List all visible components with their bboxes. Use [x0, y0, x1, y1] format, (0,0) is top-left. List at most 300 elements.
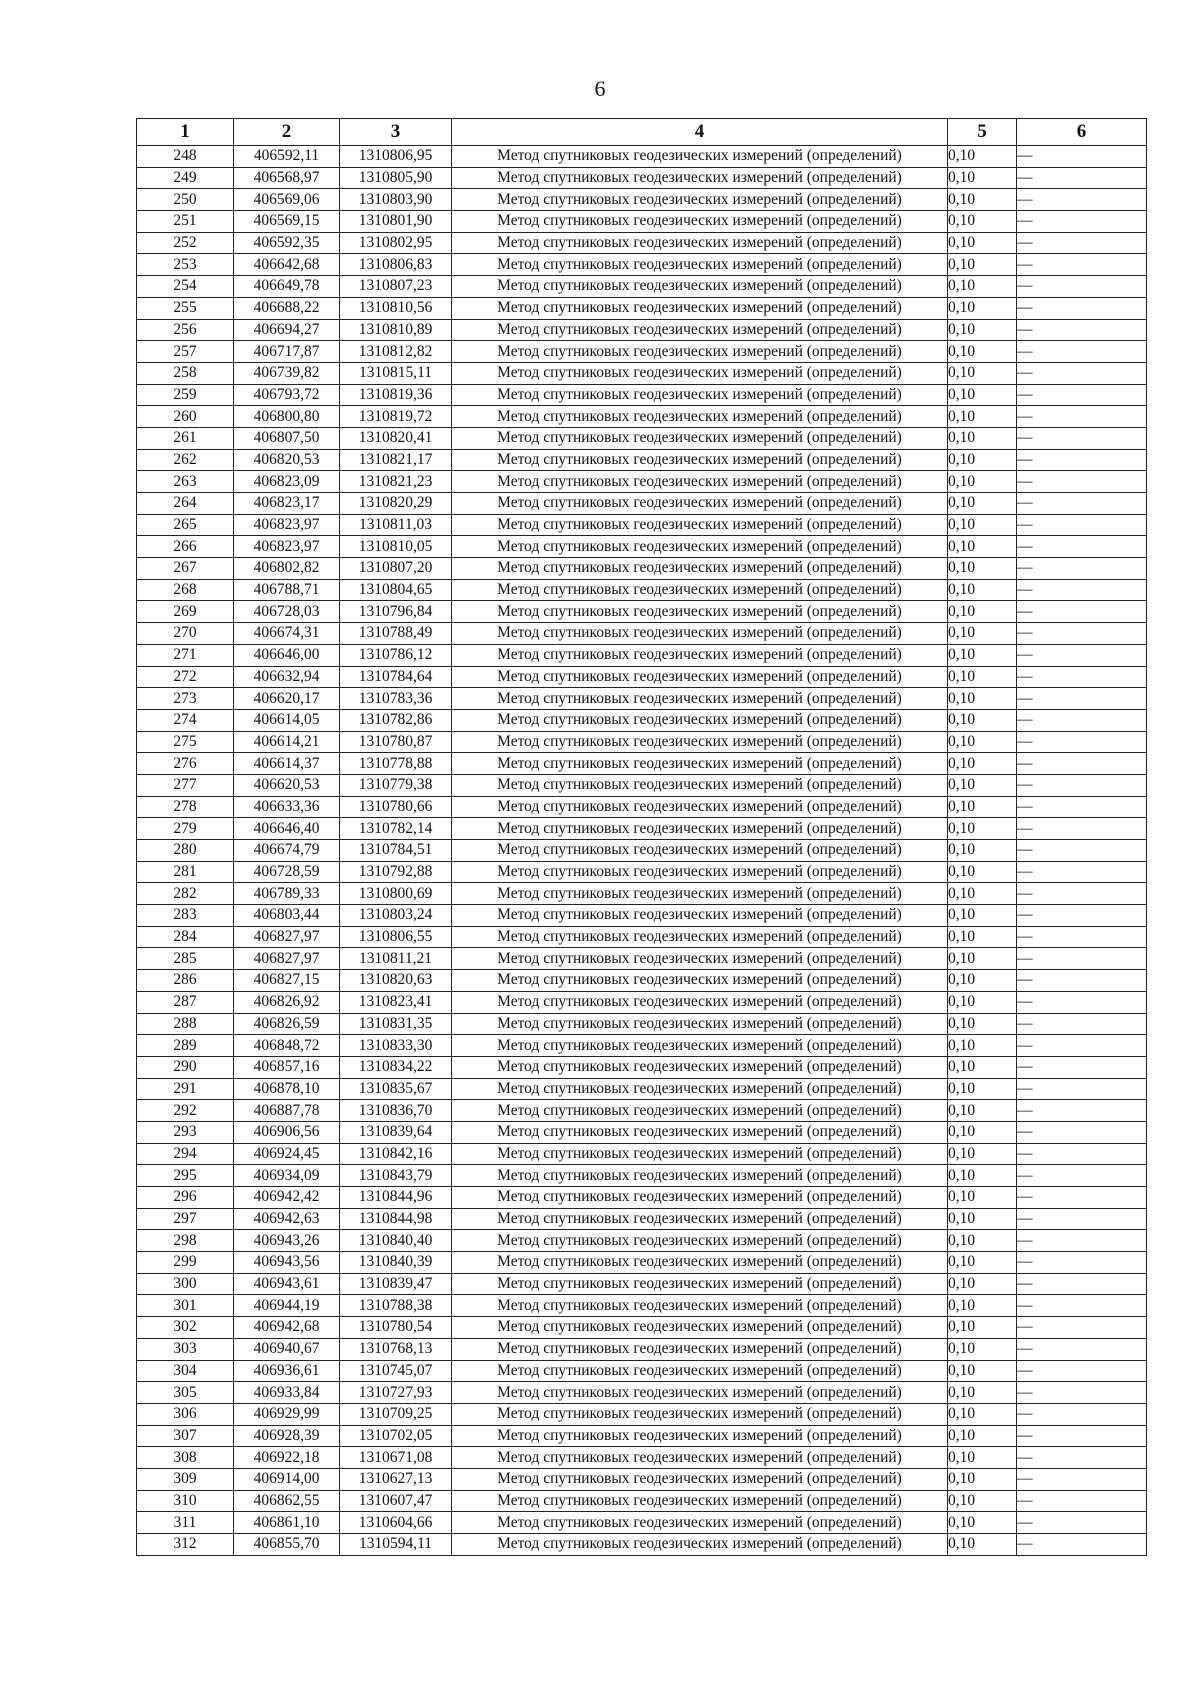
note-cell: —: [1017, 948, 1147, 970]
y-coordinate-cell: 1310807,23: [340, 276, 452, 298]
y-coordinate-cell: 1310594,11: [340, 1534, 452, 1556]
table-row: [137, 731, 1147, 753]
note-cell: —: [1017, 1512, 1147, 1534]
note-cell: —: [1017, 362, 1147, 384]
method-cell: Метод спутниковых геодезических измерений (определений): [452, 1338, 948, 1360]
x-coordinate-cell: 406827,97: [234, 948, 340, 970]
method-cell: Метод спутниковых геодезических измерений (определений): [452, 1100, 948, 1122]
y-coordinate-cell: 1310840,40: [340, 1230, 452, 1252]
note-cell: —: [1017, 449, 1147, 471]
note-cell: —: [1017, 1252, 1147, 1274]
method-cell: Метод спутниковых геодезических измерений (определений): [452, 1403, 948, 1425]
column-header-6: 6: [1017, 119, 1147, 146]
y-coordinate-cell: 1310805,90: [340, 167, 452, 189]
method-cell: Метод спутниковых геодезических измерений (определений): [452, 558, 948, 580]
table-row: [137, 1512, 1147, 1534]
accuracy-cell: 0,10: [948, 1230, 1017, 1252]
y-coordinate-cell: 1310709,25: [340, 1403, 452, 1425]
y-coordinate-cell: 1310836,70: [340, 1100, 452, 1122]
x-coordinate-cell: 406943,56: [234, 1252, 340, 1274]
table-row: [137, 1078, 1147, 1100]
method-cell: Метод спутниковых геодезических измерений (определений): [452, 384, 948, 406]
x-coordinate-cell: 406887,78: [234, 1100, 340, 1122]
point-number-cell: 293: [137, 1121, 234, 1143]
point-number-cell: 249: [137, 167, 234, 189]
table-row: [137, 276, 1147, 298]
x-coordinate-cell: 406848,72: [234, 1035, 340, 1057]
point-number-cell: 257: [137, 341, 234, 363]
table-row: [137, 688, 1147, 710]
accuracy-cell: 0,10: [948, 1490, 1017, 1512]
y-coordinate-cell: 1310831,35: [340, 1013, 452, 1035]
point-number-cell: 294: [137, 1143, 234, 1165]
y-coordinate-cell: 1310702,05: [340, 1425, 452, 1447]
method-cell: Метод спутниковых геодезических измерений (определений): [452, 1143, 948, 1165]
x-coordinate-cell: 406632,94: [234, 666, 340, 688]
method-cell: Метод спутниковых геодезических измерений (определений): [452, 688, 948, 710]
method-cell: Метод спутниковых геодезических измерений (определений): [452, 709, 948, 731]
y-coordinate-cell: 1310820,29: [340, 493, 452, 515]
accuracy-cell: 0,10: [948, 406, 1017, 428]
accuracy-cell: 0,10: [948, 666, 1017, 688]
y-coordinate-cell: 1310784,64: [340, 666, 452, 688]
table-row: [137, 818, 1147, 840]
y-coordinate-cell: 1310819,36: [340, 384, 452, 406]
accuracy-cell: 0,10: [948, 796, 1017, 818]
note-cell: —: [1017, 623, 1147, 645]
note-cell: —: [1017, 276, 1147, 298]
point-number-cell: 298: [137, 1230, 234, 1252]
table-row: [137, 948, 1147, 970]
point-number-cell: 250: [137, 189, 234, 211]
y-coordinate-cell: 1310607,47: [340, 1490, 452, 1512]
note-cell: —: [1017, 1013, 1147, 1035]
note-cell: —: [1017, 1317, 1147, 1339]
accuracy-cell: 0,10: [948, 493, 1017, 515]
table-row: [137, 1165, 1147, 1187]
column-header-5: 5: [948, 119, 1017, 146]
note-cell: —: [1017, 341, 1147, 363]
method-cell: Метод спутниковых геодезических измерений (определений): [452, 601, 948, 623]
x-coordinate-cell: 406568,97: [234, 167, 340, 189]
accuracy-cell: 0,10: [948, 189, 1017, 211]
method-cell: Метод спутниковых геодезических измерений (определений): [452, 1121, 948, 1143]
method-cell: Метод спутниковых геодезических измерений (определений): [452, 1490, 948, 1512]
x-coordinate-cell: 406633,36: [234, 796, 340, 818]
accuracy-cell: 0,10: [948, 883, 1017, 905]
accuracy-cell: 0,10: [948, 1100, 1017, 1122]
accuracy-cell: 0,10: [948, 319, 1017, 341]
method-cell: Метод спутниковых геодезических измерений (определений): [452, 1165, 948, 1187]
point-number-cell: 291: [137, 1078, 234, 1100]
y-coordinate-cell: 1310780,66: [340, 796, 452, 818]
note-cell: —: [1017, 601, 1147, 623]
note-cell: —: [1017, 818, 1147, 840]
table-row: [137, 905, 1147, 927]
x-coordinate-cell: 406942,42: [234, 1187, 340, 1209]
table-row: [137, 362, 1147, 384]
table-row: [137, 970, 1147, 992]
accuracy-cell: 0,10: [948, 1425, 1017, 1447]
x-coordinate-cell: 406914,00: [234, 1468, 340, 1490]
table-row: [137, 991, 1147, 1013]
note-cell: —: [1017, 579, 1147, 601]
column-header-2: 2: [234, 119, 340, 146]
x-coordinate-cell: 406823,17: [234, 493, 340, 515]
point-number-cell: 284: [137, 926, 234, 948]
note-cell: —: [1017, 558, 1147, 580]
note-cell: —: [1017, 493, 1147, 515]
note-cell: —: [1017, 1035, 1147, 1057]
accuracy-cell: 0,10: [948, 1360, 1017, 1382]
point-number-cell: 278: [137, 796, 234, 818]
note-cell: —: [1017, 970, 1147, 992]
point-number-cell: 299: [137, 1252, 234, 1274]
note-cell: —: [1017, 1165, 1147, 1187]
method-cell: Метод спутниковых геодезических измерений (определений): [452, 666, 948, 688]
accuracy-cell: 0,10: [948, 731, 1017, 753]
method-cell: Метод спутниковых геодезических измерений (определений): [452, 1056, 948, 1078]
x-coordinate-cell: 406862,55: [234, 1490, 340, 1512]
point-number-cell: 264: [137, 493, 234, 515]
accuracy-cell: 0,10: [948, 579, 1017, 601]
note-cell: —: [1017, 688, 1147, 710]
point-number-cell: 282: [137, 883, 234, 905]
accuracy-cell: 0,10: [948, 276, 1017, 298]
point-number-cell: 267: [137, 558, 234, 580]
note-cell: —: [1017, 146, 1147, 168]
y-coordinate-cell: 1310768,13: [340, 1338, 452, 1360]
point-number-cell: 292: [137, 1100, 234, 1122]
x-coordinate-cell: 406688,22: [234, 297, 340, 319]
y-coordinate-cell: 1310800,69: [340, 883, 452, 905]
table-row: [137, 926, 1147, 948]
method-cell: Метод спутниковых геодезических измерений (определений): [452, 731, 948, 753]
note-cell: —: [1017, 1100, 1147, 1122]
x-coordinate-cell: 406878,10: [234, 1078, 340, 1100]
point-number-cell: 265: [137, 514, 234, 536]
point-number-cell: 295: [137, 1165, 234, 1187]
point-number-cell: 260: [137, 406, 234, 428]
y-coordinate-cell: 1310604,66: [340, 1512, 452, 1534]
note-cell: —: [1017, 1403, 1147, 1425]
table-row: [137, 840, 1147, 862]
accuracy-cell: 0,10: [948, 1013, 1017, 1035]
point-number-cell: 266: [137, 536, 234, 558]
method-cell: Метод спутниковых геодезических измерений (определений): [452, 427, 948, 449]
point-number-cell: 290: [137, 1056, 234, 1078]
accuracy-cell: 0,10: [948, 211, 1017, 233]
note-cell: —: [1017, 666, 1147, 688]
note-cell: —: [1017, 731, 1147, 753]
y-coordinate-cell: 1310803,90: [340, 189, 452, 211]
method-cell: Метод спутниковых геодезических измерений (определений): [452, 991, 948, 1013]
y-coordinate-cell: 1310835,67: [340, 1078, 452, 1100]
x-coordinate-cell: 406936,61: [234, 1360, 340, 1382]
table-row: [137, 1230, 1147, 1252]
point-number-cell: 273: [137, 688, 234, 710]
method-cell: Метод спутниковых геодезических измерений (определений): [452, 623, 948, 645]
method-cell: Метод спутниковых геодезических измерений (определений): [452, 861, 948, 883]
note-cell: —: [1017, 384, 1147, 406]
point-number-cell: 270: [137, 623, 234, 645]
y-coordinate-cell: 1310820,41: [340, 427, 452, 449]
method-cell: Метод спутниковых геодезических измерений (определений): [452, 276, 948, 298]
point-number-cell: 272: [137, 666, 234, 688]
x-coordinate-cell: 406789,33: [234, 883, 340, 905]
point-number-cell: 288: [137, 1013, 234, 1035]
x-coordinate-cell: 406646,00: [234, 644, 340, 666]
accuracy-cell: 0,10: [948, 774, 1017, 796]
y-coordinate-cell: 1310820,63: [340, 970, 452, 992]
method-cell: Метод спутниковых геодезических измерений (определений): [452, 818, 948, 840]
point-number-cell: 308: [137, 1447, 234, 1469]
note-cell: —: [1017, 1187, 1147, 1209]
accuracy-cell: 0,10: [948, 1143, 1017, 1165]
x-coordinate-cell: 406620,53: [234, 774, 340, 796]
x-coordinate-cell: 406944,19: [234, 1295, 340, 1317]
note-cell: —: [1017, 1078, 1147, 1100]
note-cell: —: [1017, 644, 1147, 666]
point-number-cell: 279: [137, 818, 234, 840]
method-cell: Метод спутниковых геодезических измерений (определений): [452, 1468, 948, 1490]
table-row: [137, 1447, 1147, 1469]
point-number-cell: 297: [137, 1208, 234, 1230]
y-coordinate-cell: 1310671,08: [340, 1447, 452, 1469]
x-coordinate-cell: 406728,59: [234, 861, 340, 883]
note-cell: —: [1017, 1295, 1147, 1317]
y-coordinate-cell: 1310844,96: [340, 1187, 452, 1209]
note-cell: —: [1017, 1360, 1147, 1382]
x-coordinate-cell: 406620,17: [234, 688, 340, 710]
y-coordinate-cell: 1310806,83: [340, 254, 452, 276]
method-cell: Метод спутниковых геодезических измерений (определений): [452, 254, 948, 276]
note-cell: —: [1017, 796, 1147, 818]
note-cell: —: [1017, 232, 1147, 254]
accuracy-cell: 0,10: [948, 1403, 1017, 1425]
y-coordinate-cell: 1310810,56: [340, 297, 452, 319]
point-number-cell: 274: [137, 709, 234, 731]
y-coordinate-cell: 1310803,24: [340, 905, 452, 927]
table-row: [137, 623, 1147, 645]
y-coordinate-cell: 1310627,13: [340, 1468, 452, 1490]
note-cell: —: [1017, 709, 1147, 731]
accuracy-cell: 0,10: [948, 558, 1017, 580]
accuracy-cell: 0,10: [948, 341, 1017, 363]
x-coordinate-cell: 406717,87: [234, 341, 340, 363]
y-coordinate-cell: 1310811,03: [340, 514, 452, 536]
note-cell: —: [1017, 1447, 1147, 1469]
table-row: [137, 297, 1147, 319]
accuracy-cell: 0,10: [948, 1273, 1017, 1295]
note-cell: —: [1017, 1382, 1147, 1404]
accuracy-cell: 0,10: [948, 948, 1017, 970]
x-coordinate-cell: 406807,50: [234, 427, 340, 449]
table-row: [137, 1252, 1147, 1274]
method-cell: Метод спутниковых геодезических измерений (определений): [452, 297, 948, 319]
table-row: [137, 449, 1147, 471]
accuracy-cell: 0,10: [948, 449, 1017, 471]
note-cell: —: [1017, 1056, 1147, 1078]
method-cell: Метод спутниковых геодезических измерений (определений): [452, 189, 948, 211]
table-row: [137, 384, 1147, 406]
table-row: [137, 319, 1147, 341]
note-cell: —: [1017, 1490, 1147, 1512]
y-coordinate-cell: 1310839,47: [340, 1273, 452, 1295]
y-coordinate-cell: 1310815,11: [340, 362, 452, 384]
y-coordinate-cell: 1310727,93: [340, 1382, 452, 1404]
table-row: [137, 644, 1147, 666]
point-number-cell: 300: [137, 1273, 234, 1295]
note-cell: —: [1017, 1143, 1147, 1165]
x-coordinate-cell: 406823,97: [234, 514, 340, 536]
point-number-cell: 310: [137, 1490, 234, 1512]
method-cell: Метод спутниковых геодезических измерений (определений): [452, 1187, 948, 1209]
table-row: [137, 146, 1147, 168]
note-cell: —: [1017, 905, 1147, 927]
x-coordinate-cell: 406642,68: [234, 254, 340, 276]
accuracy-cell: 0,10: [948, 601, 1017, 623]
x-coordinate-cell: 406823,97: [234, 536, 340, 558]
y-coordinate-cell: 1310782,86: [340, 709, 452, 731]
note-cell: —: [1017, 1208, 1147, 1230]
note-cell: —: [1017, 840, 1147, 862]
table-row: [137, 1035, 1147, 1057]
accuracy-cell: 0,10: [948, 1252, 1017, 1274]
x-coordinate-cell: 406800,80: [234, 406, 340, 428]
note-cell: —: [1017, 1338, 1147, 1360]
point-number-cell: 285: [137, 948, 234, 970]
y-coordinate-cell: 1310807,20: [340, 558, 452, 580]
note-cell: —: [1017, 883, 1147, 905]
y-coordinate-cell: 1310839,64: [340, 1121, 452, 1143]
note-cell: —: [1017, 471, 1147, 493]
table-row: [137, 493, 1147, 515]
accuracy-cell: 0,10: [948, 1382, 1017, 1404]
accuracy-cell: 0,10: [948, 1187, 1017, 1209]
table-row: [137, 1382, 1147, 1404]
y-coordinate-cell: 1310788,49: [340, 623, 452, 645]
note-cell: —: [1017, 167, 1147, 189]
method-cell: Метод спутниковых геодезических измерений (определений): [452, 1230, 948, 1252]
accuracy-cell: 0,10: [948, 1208, 1017, 1230]
accuracy-cell: 0,10: [948, 254, 1017, 276]
y-coordinate-cell: 1310823,41: [340, 991, 452, 1013]
point-number-cell: 253: [137, 254, 234, 276]
method-cell: Метод спутниковых геодезических измерений (определений): [452, 1252, 948, 1274]
point-number-cell: 287: [137, 991, 234, 1013]
note-cell: —: [1017, 536, 1147, 558]
x-coordinate-cell: 406857,16: [234, 1056, 340, 1078]
method-cell: Метод спутниковых геодезических измерений (определений): [452, 449, 948, 471]
y-coordinate-cell: 1310833,30: [340, 1035, 452, 1057]
accuracy-cell: 0,10: [948, 1035, 1017, 1057]
table-header: [137, 119, 1147, 146]
y-coordinate-cell: 1310745,07: [340, 1360, 452, 1382]
point-number-cell: 251: [137, 211, 234, 233]
table-row: [137, 1403, 1147, 1425]
method-cell: Метод спутниковых геодезических измерений (определений): [452, 232, 948, 254]
x-coordinate-cell: 406694,27: [234, 319, 340, 341]
table-row: [137, 796, 1147, 818]
method-cell: Метод спутниковых геодезических измерений (определений): [452, 536, 948, 558]
accuracy-cell: 0,10: [948, 514, 1017, 536]
table-row: [137, 341, 1147, 363]
accuracy-cell: 0,10: [948, 623, 1017, 645]
method-cell: Метод спутниковых геодезических измерений (определений): [452, 1512, 948, 1534]
accuracy-cell: 0,10: [948, 1056, 1017, 1078]
method-cell: Метод спутниковых геодезических измерений (определений): [452, 840, 948, 862]
x-coordinate-cell: 406943,61: [234, 1273, 340, 1295]
accuracy-cell: 0,10: [948, 1338, 1017, 1360]
table-row: [137, 666, 1147, 688]
table-row: [137, 774, 1147, 796]
point-number-cell: 281: [137, 861, 234, 883]
header-row: [137, 119, 1147, 146]
accuracy-cell: 0,10: [948, 1447, 1017, 1469]
table-row: [137, 427, 1147, 449]
method-cell: Метод спутниковых геодезических измерений (определений): [452, 1078, 948, 1100]
column-header-4: 4: [452, 119, 948, 146]
y-coordinate-cell: 1310840,39: [340, 1252, 452, 1274]
x-coordinate-cell: 406826,92: [234, 991, 340, 1013]
y-coordinate-cell: 1310778,88: [340, 753, 452, 775]
method-cell: Метод спутниковых геодезических измерений (определений): [452, 1208, 948, 1230]
point-number-cell: 271: [137, 644, 234, 666]
y-coordinate-cell: 1310843,79: [340, 1165, 452, 1187]
point-number-cell: 311: [137, 1512, 234, 1534]
note-cell: —: [1017, 1121, 1147, 1143]
x-coordinate-cell: 406614,37: [234, 753, 340, 775]
note-cell: —: [1017, 861, 1147, 883]
x-coordinate-cell: 406569,15: [234, 211, 340, 233]
table-row: [137, 753, 1147, 775]
note-cell: —: [1017, 211, 1147, 233]
method-cell: Метод спутниковых геодезических измерений (определений): [452, 1425, 948, 1447]
method-cell: Метод спутниковых геодезических измерений (определений): [452, 362, 948, 384]
method-cell: Метод спутниковых геодезических измерений (определений): [452, 926, 948, 948]
method-cell: Метод спутниковых геодезических измерений (определений): [452, 796, 948, 818]
point-number-cell: 254: [137, 276, 234, 298]
method-cell: Метод спутниковых геодезических измерений (определений): [452, 493, 948, 515]
method-cell: Метод спутниковых геодезических измерений (определений): [452, 167, 948, 189]
y-coordinate-cell: 1310821,23: [340, 471, 452, 493]
table-row: [137, 601, 1147, 623]
x-coordinate-cell: 406942,68: [234, 1317, 340, 1339]
table-row: [137, 1013, 1147, 1035]
note-cell: —: [1017, 189, 1147, 211]
y-coordinate-cell: 1310788,38: [340, 1295, 452, 1317]
y-coordinate-cell: 1310782,14: [340, 818, 452, 840]
accuracy-cell: 0,10: [948, 536, 1017, 558]
x-coordinate-cell: 406788,71: [234, 579, 340, 601]
x-coordinate-cell: 406906,56: [234, 1121, 340, 1143]
method-cell: Метод спутниковых геодезических измерений (определений): [452, 774, 948, 796]
accuracy-cell: 0,10: [948, 861, 1017, 883]
table-row: [137, 1208, 1147, 1230]
x-coordinate-cell: 406861,10: [234, 1512, 340, 1534]
y-coordinate-cell: 1310834,22: [340, 1056, 452, 1078]
method-cell: Метод спутниковых геодезических измерений (определений): [452, 905, 948, 927]
method-cell: Метод спутниковых геодезических измерений (определений): [452, 1317, 948, 1339]
table-body: [137, 146, 1147, 1556]
point-number-cell: 258: [137, 362, 234, 384]
point-number-cell: 304: [137, 1360, 234, 1382]
table-row: [137, 1360, 1147, 1382]
accuracy-cell: 0,10: [948, 1317, 1017, 1339]
x-coordinate-cell: 406826,59: [234, 1013, 340, 1035]
point-number-cell: 307: [137, 1425, 234, 1447]
